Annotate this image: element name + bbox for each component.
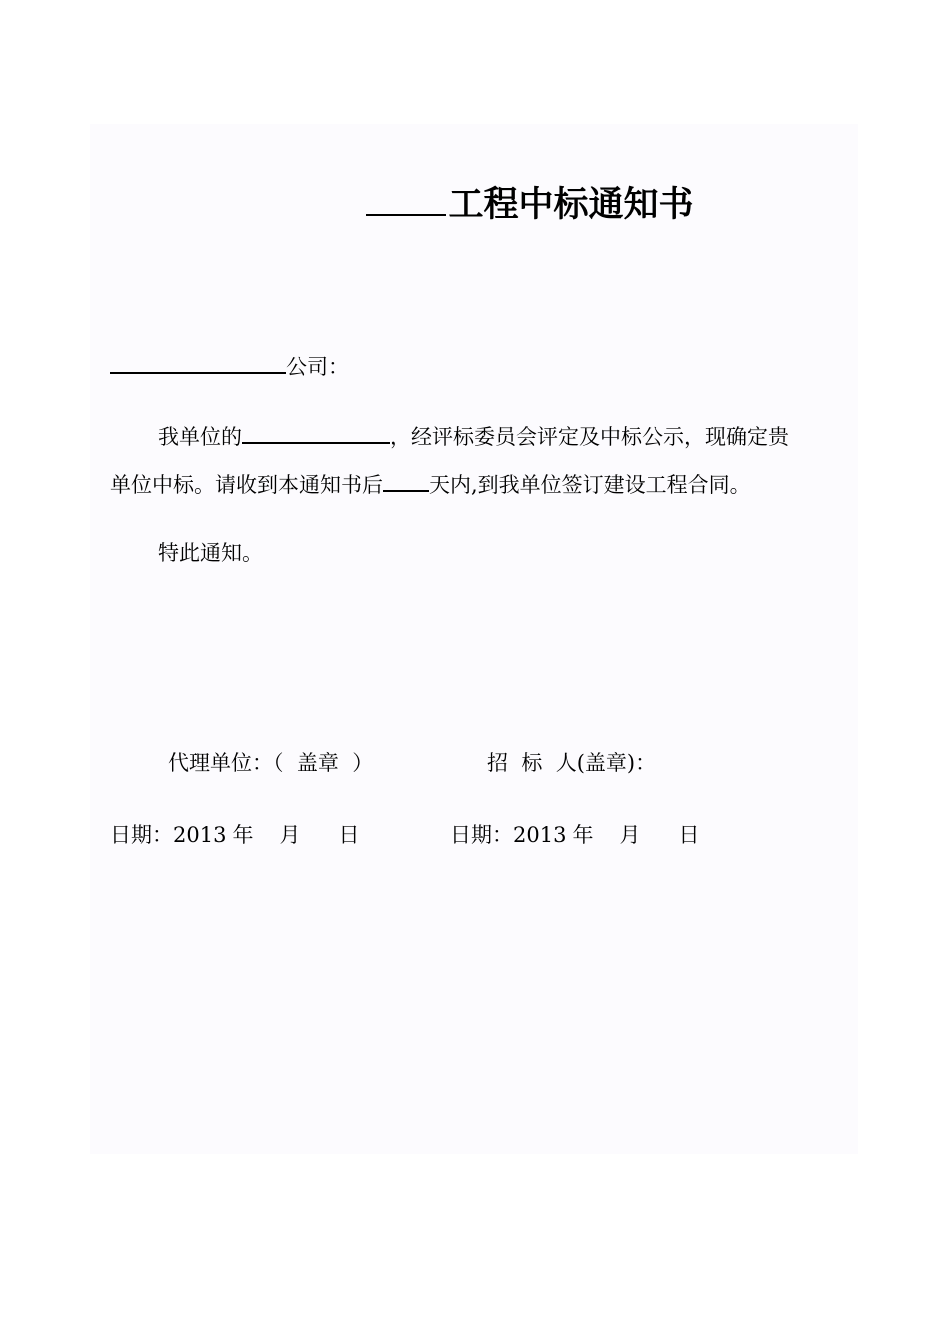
date-year-unit: 年: [232, 823, 254, 847]
title-text: 工程中标通知书: [448, 185, 694, 225]
agent-signature: 代理单位：（ 盖章 ）: [168, 751, 374, 775]
document-page: [90, 124, 858, 1154]
date-right: [450, 820, 699, 850]
tenderer-signature: 招 标 人(盖章)：: [487, 751, 657, 775]
date-year: 2013: [173, 823, 227, 847]
body-line2-suffix: 天内,到我单位签订建设工程合同。: [429, 473, 751, 497]
date-label: 日期：: [450, 823, 513, 847]
project-name-blank: [366, 180, 446, 216]
closing-text: 特此通知。: [158, 541, 263, 565]
days-blank: [383, 468, 429, 492]
document-title: [0, 180, 950, 229]
body-line-1: [158, 420, 789, 452]
body-line-2: [110, 468, 751, 500]
date-year-unit: 年: [572, 823, 594, 847]
date-left: [110, 820, 359, 850]
date-month-unit: 月: [619, 823, 641, 847]
date-day-unit: 日: [338, 823, 360, 847]
addressee-suffix: 公司：: [286, 355, 349, 379]
body-line2-prefix: 单位中标。请收到本通知书后: [110, 473, 383, 497]
project-blank: [242, 420, 390, 444]
date-day-unit: 日: [678, 823, 700, 847]
body-line1-suffix: ，经评标委员会评定及中标公示，现确定贵: [390, 425, 789, 449]
addressee-line: [110, 350, 349, 382]
company-name-blank: [110, 350, 286, 374]
body-line1-prefix: 我单位的: [158, 425, 242, 449]
date-year: 2013: [513, 823, 567, 847]
date-month-unit: 月: [279, 823, 301, 847]
date-label: 日期：: [110, 823, 173, 847]
